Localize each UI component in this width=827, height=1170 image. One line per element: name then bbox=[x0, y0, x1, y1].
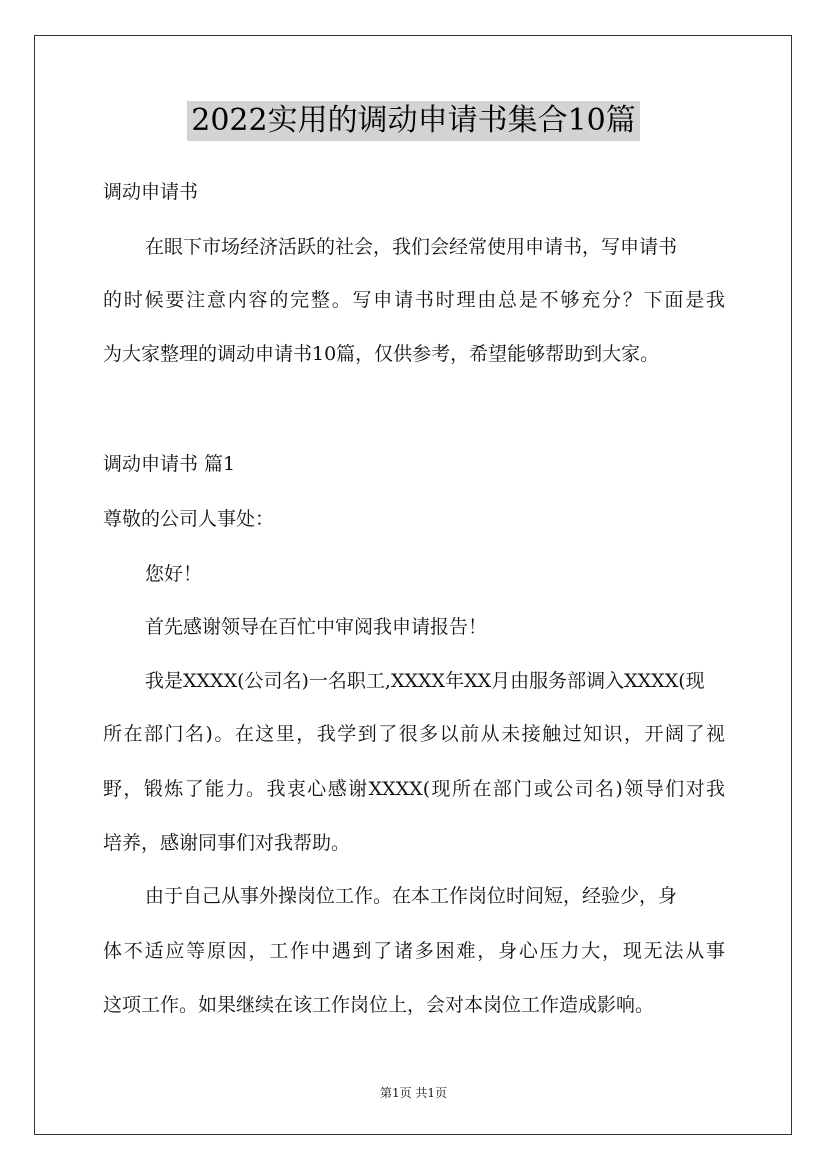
section-heading: 调动申请书 bbox=[103, 181, 199, 203]
intro-line-2: 的时候要注意内容的完整。写申请书时理由总是不够充分？下面是我 bbox=[103, 289, 725, 311]
intro-line-3: 为大家整理的调动申请书10篇，仅供参考，希望能够帮助到大家。 bbox=[103, 343, 660, 365]
paragraph-2-line-1: 由于自己从事外操岗位工作。在本工作岗位时间短，经验少，身 bbox=[145, 885, 678, 907]
letter-heading: 调动申请书 篇1 bbox=[103, 453, 236, 475]
greeting: 您好！ bbox=[145, 563, 203, 585]
paragraph-2-line-2: 体不适应等原因，工作中遇到了诸多困难，身心压力大，现无法从事 bbox=[103, 940, 725, 962]
paragraph-1-line-2: 所在部门名)。在这里，我学到了很多以前从未接触过知识，开阔了视 bbox=[103, 723, 725, 745]
thanks-line: 首先感谢领导在百忙中审阅我申请报告！ bbox=[145, 616, 488, 638]
paragraph-1-line-3: 野，锻炼了能力。我衷心感谢XXXX(现所在部门或公司名)领导们对我 bbox=[103, 778, 725, 800]
intro-line-1: 在眼下市场经济活跃的社会，我们会经常使用申请书，写申请书 bbox=[145, 236, 678, 258]
page-footer: 第1页 共1页 bbox=[379, 1086, 448, 1100]
salutation: 尊敬的公司人事处： bbox=[103, 508, 275, 530]
paragraph-1-line-1: 我是XXXX(公司名)一名职工,XXXX年XX月由服务部调入XXXX(现 bbox=[145, 670, 705, 692]
title-container bbox=[0, 101, 827, 141]
paragraph-2-line-3: 这项工作。如果继续在该工作岗位上，会对本岗位工作造成影响。 bbox=[103, 994, 655, 1016]
paragraph-1-line-4: 培养，感谢同事们对我帮助。 bbox=[103, 832, 351, 854]
document-title: 2022实用的调动申请书集合10篇 bbox=[187, 101, 640, 141]
